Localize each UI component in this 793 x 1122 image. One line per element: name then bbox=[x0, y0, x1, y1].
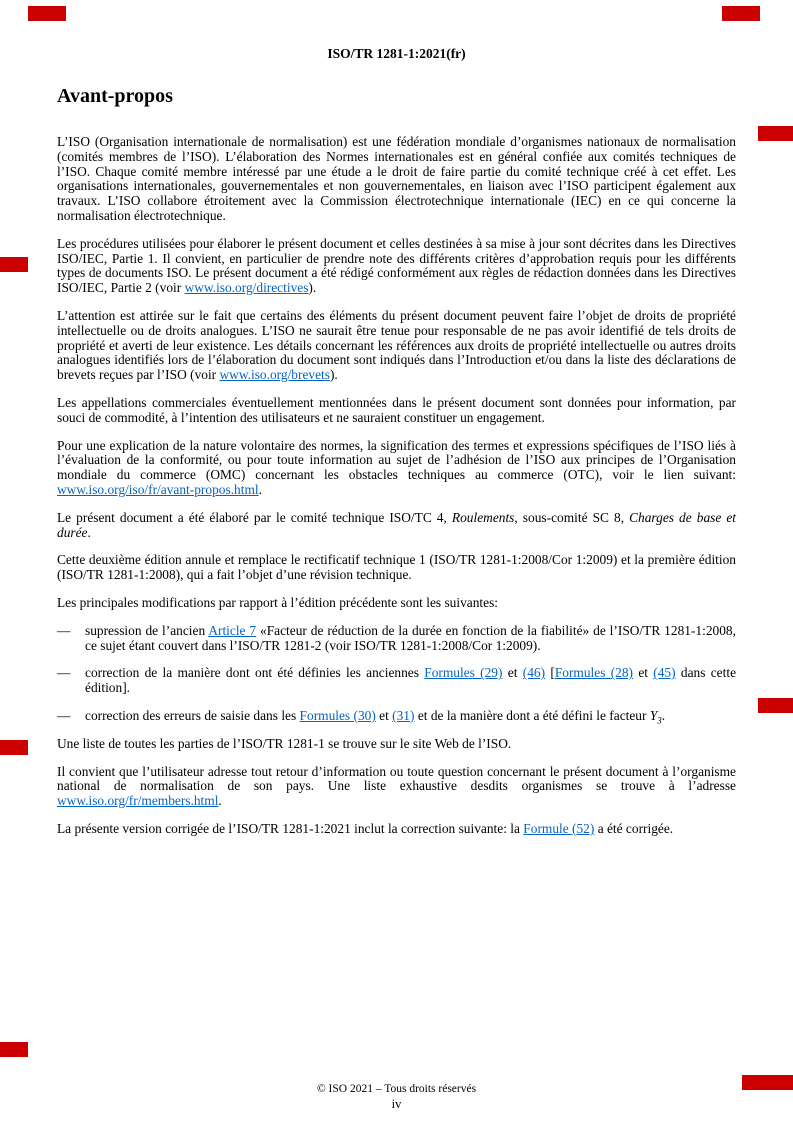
document-body bbox=[57, 135, 736, 837]
page-footer bbox=[0, 1082, 793, 1112]
hyperlink[interactable]: (45) bbox=[653, 665, 676, 681]
hyperlink[interactable]: (46) bbox=[522, 665, 546, 681]
paragraph: Les procédures utilisées pour élaborer le présent document et celles destinées à sa mise à jour sont décrites dans les Directives ISO/IEC, Partie 1. Il convient, en particulier de prendre note des différents critères d’approbation requis pour les différents types de documents ISO. Le présent document a été rédigé conformément aux règles de rédaction données dans les Directives ISO/IEC, Partie 2 (voir www.iso.org/directives). bbox=[57, 235, 736, 296]
document-content bbox=[57, 84, 736, 850]
bullet-dash: — bbox=[57, 622, 71, 638]
hyperlink[interactable]: www.iso.org/iso/fr/avant-propos.html bbox=[57, 481, 259, 497]
red-annotation-marker bbox=[28, 6, 66, 21]
hyperlink[interactable]: (31) bbox=[392, 707, 415, 723]
paragraph: Les principales modifications par rapport à l’édition précédente sont les suivantes: bbox=[57, 594, 499, 610]
red-annotation-marker bbox=[0, 740, 28, 755]
italic-text: Y bbox=[649, 707, 658, 723]
italic-text: Roulements bbox=[451, 509, 515, 525]
list-item bbox=[57, 624, 736, 654]
paragraph: L’ISO (Organisation internationale de normalisation) est une fédération mondiale d’organismes nationaux de normalisation (comités membres de l’ISO). L’élaboration des Normes internationales est en général confiée aux comités techniques de l’ISO. Chaque comité membre intéressé par une étude a le droit de faire partie du comité technique créé à cet effet. Les organisations internationales, gouvernementales et non gouvernementales, en liaison avec l’ISO participent également aux travaux. L’ISO collabore étroitement avec la Commission électrotechnique internationale (IEC) en ce qui concerne la normalisation électrotechnique. bbox=[57, 134, 736, 223]
paragraph: La présente version corrigée de l’ISO/TR 1281-1:2021 inclut la correction suivante: la Formule (52) a été corrigée. bbox=[57, 820, 674, 836]
list-item-text: correction de la manière dont ont été définies les anciennes Formules (29) et (46) [Formules (28) et (45) dans cette édition]. bbox=[85, 665, 737, 696]
paragraph: Les appellations commerciales éventuellement mentionnées dans le présent document sont données pour information, par souci de commodité, à l’intention des utilisateurs et ne sauraient constituer un engagement. bbox=[57, 394, 736, 425]
hyperlink[interactable]: Formules (30) bbox=[299, 707, 376, 723]
bullet-dash: — bbox=[57, 707, 71, 723]
red-annotation-marker bbox=[758, 698, 793, 713]
list-item-text: supression de l’ancien Article 7 «Facteur de réduction de la durée en fonction de la fiabilité» de l’ISO/TR 1281-1:2008, ce sujet étant couvert dans l’ISO/TR 1281-2 (voir ISO/TR 1281-1:2008/Cor 1:2009). bbox=[85, 622, 736, 653]
bullet-dash: — bbox=[57, 665, 71, 681]
hyperlink[interactable]: Article 7 bbox=[208, 622, 257, 638]
paragraph: Cette deuxième édition annule et remplace le rectificatif technique 1 (ISO/TR 1281-1:2008/Cor 1:2009) et la première édition (ISO/TR 1281-1:2008), qui a fait l’objet d’une révision technique. bbox=[57, 552, 736, 583]
page-title: Avant-propos bbox=[57, 85, 173, 107]
hyperlink[interactable]: www.iso.org/directives bbox=[184, 280, 309, 296]
subscript-text: 3 bbox=[657, 715, 662, 726]
paragraph: L’attention est attirée sur le fait que certains des éléments du présent document peuvent faire l’objet de droits de propriété intellectuelle ou de droits analogues. L’ISO ne saurait être tenue pour responsable de ne pas avoir identifié de tels droits de propriété et averti de leur existence. Les détails concernant les références aux droits de propriété intellectuelle ou autres droits analogues identifiés lors de l’élaboration du document sont indiqués dans l’Introduction et/ou dans la liste des déclarations de brevets reçues par l’ISO (voir www.iso.org/brevets). bbox=[57, 307, 736, 383]
paragraph: Le présent document a été élaboré par le comité technique ISO/TC 4, Roulements, sous-comité SC 8, Charges de base et durée. bbox=[57, 509, 737, 540]
red-annotation-marker bbox=[0, 1042, 28, 1057]
paragraph: Pour une explication de la nature volontaire des normes, la signification des termes et expressions spécifiques de l’ISO liés à l’évaluation de la conformité, ou pour toute information au sujet de l’adhésion de l’ISO aux principes de l’Organisation mondiale du commerce (OMC) concernant les obstacles techniques au commerce (OTC), voir le lien suivant: www.iso.org/iso/fr/avant-propos.html. bbox=[57, 437, 736, 497]
list-item-text: correction des erreurs de saisie dans les Formules (30) et (31) et de la manière dont a été défini le facteur $Y_3$. bbox=[85, 707, 666, 726]
hyperlink[interactable]: Formules (29) bbox=[424, 665, 503, 681]
hyperlink[interactable]: Formule (52) bbox=[523, 820, 595, 836]
italic-text: Charges de base et durée bbox=[57, 509, 737, 540]
red-annotation-marker bbox=[722, 6, 760, 21]
paragraph: Il convient que l’utilisateur adresse tout retour d’information ou toute question concernant le présent document à l’organisme national de normalisation de son pays. Une liste exhaustive desdits organismes se trouve à l’adresse www.iso.org/fr/members.html. bbox=[57, 763, 736, 809]
red-annotation-marker bbox=[0, 257, 28, 272]
red-annotation-marker bbox=[758, 126, 793, 141]
page-number: iv bbox=[391, 1097, 402, 1111]
list-item bbox=[57, 709, 736, 724]
hyperlink[interactable]: Formules (28) bbox=[554, 665, 634, 681]
hyperlink[interactable]: www.iso.org/fr/members.html bbox=[57, 793, 219, 809]
list-item bbox=[57, 666, 736, 696]
hyperlink[interactable]: www.iso.org/brevets bbox=[219, 367, 330, 383]
document-header: ISO/TR 1281-1:2021(fr) bbox=[327, 46, 466, 61]
copyright-notice: © ISO 2021 – Tous droits réservés bbox=[316, 1083, 477, 1095]
paragraph: Une liste de toutes les parties de l’ISO/TR 1281-1 se trouve sur le site Web de l’ISO. bbox=[57, 735, 512, 751]
